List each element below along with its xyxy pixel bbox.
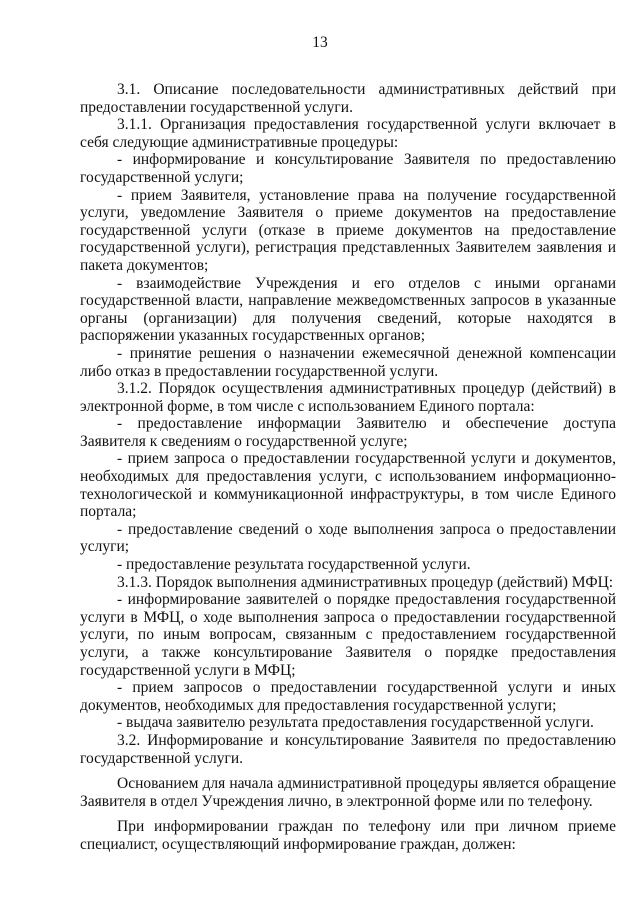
- list-item: - информирование заявителей о порядке предоставления государственной услуги в МФЦ, о ходе выполнения запроса о предоставлении государственной услуги, по иным вопросам, связанным с предоставлением государственной услуги, а также консультирование Заявителя о порядке предоставления государственной услуги в МФЦ;: [80, 591, 616, 679]
- list-item: - взаимодействие Учреждения и его отделов с иными органами государственной власти, направление межведомственных запросов в указанные органы (организации) для получения сведений, которые находятся в распоряжении указанных государственных органов;: [80, 274, 616, 345]
- list-item: - прием Заявителя, установление права на получение государственной услуги, уведомление Заявителя о приеме документов на предоставление государственной услуги (отказе в приеме документов на предоставление государственной услуги), регистрация представленных Заявителем заявления и пакета документов;: [80, 186, 616, 274]
- section-heading-3-1: 3.1. Описание последовательности административных действий при предоставлении государственной услуги.: [80, 81, 616, 116]
- list-item: - выдача заявителю результата предоставления государственной услуги.: [117, 714, 594, 732]
- list-item: - предоставление информации Заявителю и обеспечение доступа Заявителя к сведениям о государственной услуге;: [80, 415, 616, 450]
- list-item: - информирование и консультирование Заявителя по предоставлению государственной услуги;: [80, 151, 616, 186]
- list-item: - принятие решения о назначении ежемесячной денежной компенсации либо отказ в предоставлении государственной услуги.: [80, 344, 616, 380]
- document-body: [80, 81, 616, 854]
- list-item: - предоставление результата государственной услуги.: [117, 556, 471, 574]
- list-item: - прием запросов о предоставлении государственной услуги и иных документов, необходимых для предоставления государственной услуги;: [80, 679, 616, 714]
- section-heading-3-2: 3.2. Информирование и консультирование Заявителя по предоставлению государственной услуги.: [80, 731, 616, 767]
- paragraph: 3.1.1. Организация предоставления государственной услуги включает в себя следующие административные процедуры:: [80, 116, 616, 151]
- paragraph: 3.1.3. Порядок выполнения административных процедур (действий) МФЦ:: [117, 573, 614, 591]
- paragraph: Основанием для начала административной процедуры является обращение Заявителя в отдел Учреждения лично, в электронной форме или по телефону.: [80, 775, 616, 810]
- list-item: - предоставление сведений о ходе выполнения запроса о предоставлении услуги;: [80, 520, 616, 556]
- page-number: 13: [312, 34, 328, 51]
- list-item: - прием запроса о предоставлении государственной услуги и документов, необходимых для предоставления услуги, с использованием информационно-технологической и коммуникационной инфраструктуры, в том числе Единого портала;: [80, 450, 616, 521]
- paragraph: При информировании граждан по телефону или при личном приеме специалист, осуществляющий информирование граждан, должен:: [80, 818, 616, 853]
- paragraph: 3.1.2. Порядок осуществления административных процедур (действий) в электронной форме, в том числе с использованием Единого портала:: [80, 380, 616, 415]
